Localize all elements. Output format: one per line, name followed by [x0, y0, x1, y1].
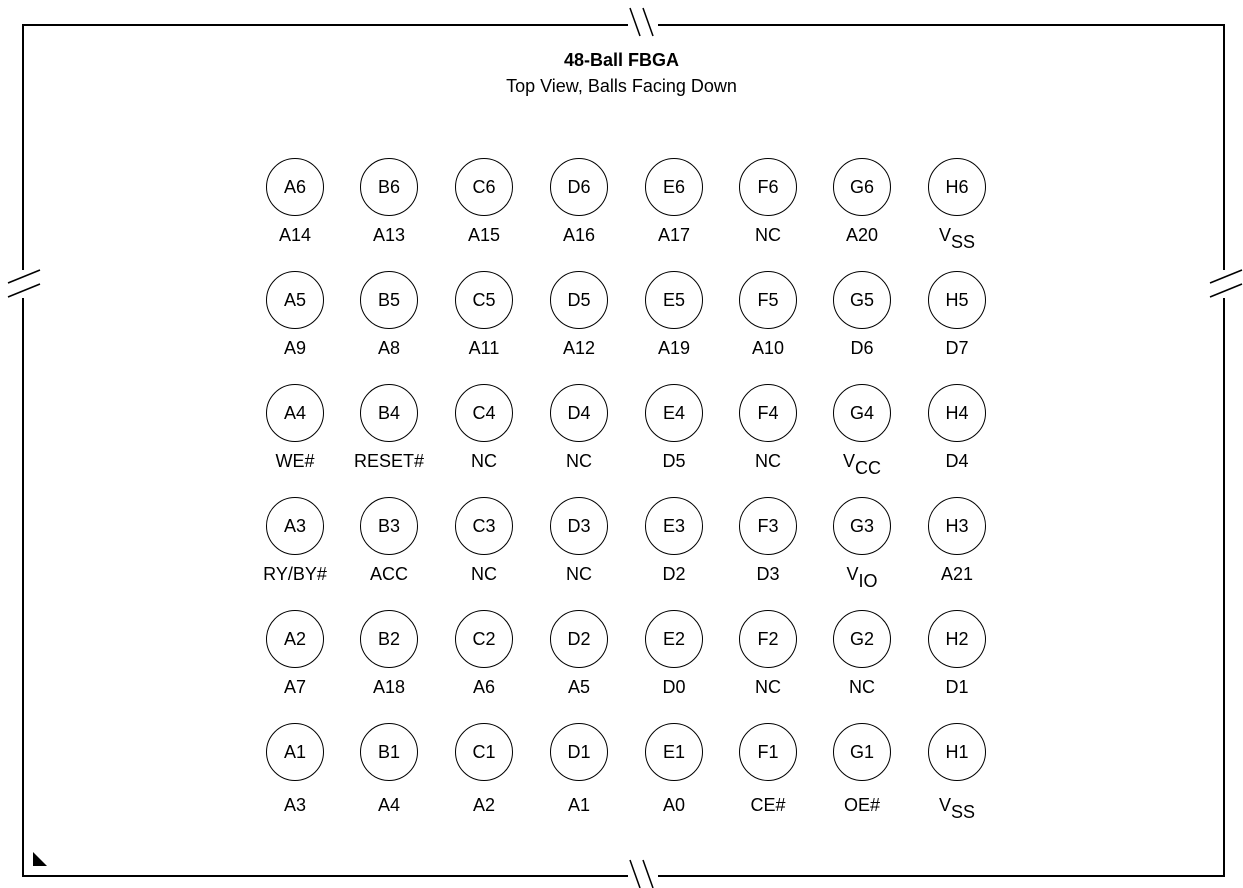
signal-name: A7 — [283, 677, 307, 697]
signal-label — [334, 677, 444, 697]
signal-name: A14 — [278, 225, 312, 245]
signal-label — [429, 795, 539, 815]
ball-3-5: D1 — [550, 723, 608, 781]
ball-2-4: C2 — [455, 610, 513, 668]
ball-2-0: C6 — [455, 158, 513, 216]
signal-label — [807, 451, 917, 478]
signal-label — [902, 677, 1012, 697]
signal-label — [429, 225, 539, 245]
signal-subscript: SS — [951, 232, 976, 252]
ball-1-1: B5 — [360, 271, 418, 329]
signal-name: NC — [471, 564, 497, 584]
signal-label — [334, 564, 444, 584]
signal-name: NC — [755, 677, 781, 697]
signal-name: CE# — [750, 795, 786, 815]
ball-2-3: C3 — [455, 497, 513, 555]
signal-label — [429, 564, 539, 584]
ball-7-0: H6 — [928, 158, 986, 216]
ball-4-3: E3 — [645, 497, 703, 555]
signal-name: A4 — [377, 795, 401, 815]
signal-name: A10 — [751, 338, 785, 358]
signal-name: D1 — [945, 677, 969, 697]
signal-subscript: SS — [951, 802, 976, 822]
ball-0-0: A6 — [266, 158, 324, 216]
signal-label — [902, 795, 1012, 822]
signal-label — [902, 338, 1012, 358]
ball-5-3: F3 — [739, 497, 797, 555]
signal-name: D3 — [756, 564, 780, 584]
signal-name: ACC — [369, 564, 408, 584]
ball-0-5: A1 — [266, 723, 324, 781]
signal-label — [429, 677, 539, 697]
signal-name: A11 — [468, 338, 500, 358]
signal-name: A12 — [562, 338, 596, 358]
ball-6-4: G2 — [833, 610, 891, 668]
ball-0-2: A4 — [266, 384, 324, 442]
signal-label — [334, 225, 444, 245]
pin1-marker — [33, 852, 47, 866]
signal-name: A18 — [372, 677, 406, 697]
ball-4-0: E6 — [645, 158, 703, 216]
signal-name: D4 — [945, 451, 969, 471]
signal-name: A3 — [283, 795, 307, 815]
signal-name: D6 — [850, 338, 874, 358]
signal-name: A1 — [567, 795, 591, 815]
signal-subscript: IO — [858, 571, 878, 591]
ball-1-5: B1 — [360, 723, 418, 781]
ball-5-4: F2 — [739, 610, 797, 668]
ball-5-0: F6 — [739, 158, 797, 216]
ball-3-2: D4 — [550, 384, 608, 442]
signal-name: A20 — [845, 225, 879, 245]
ball-6-3: G3 — [833, 497, 891, 555]
signal-subscript: CC — [855, 458, 881, 478]
signal-name: NC — [849, 677, 875, 697]
ball-7-5: H1 — [928, 723, 986, 781]
signal-name: A16 — [562, 225, 596, 245]
signal-name: A5 — [567, 677, 591, 697]
signal-label — [334, 338, 444, 358]
signal-name: A9 — [283, 338, 307, 358]
signal-label — [807, 677, 917, 697]
ball-6-5: G1 — [833, 723, 891, 781]
ball-3-3: D3 — [550, 497, 608, 555]
signal-name: D5 — [662, 451, 686, 471]
signal-label — [524, 225, 634, 245]
diagram-title: 48-Ball FBGA — [563, 50, 680, 70]
signal-label — [902, 225, 1012, 252]
ball-4-5: E1 — [645, 723, 703, 781]
ball-7-4: H2 — [928, 610, 986, 668]
ball-0-4: A2 — [266, 610, 324, 668]
signal-name: V — [842, 451, 855, 471]
signal-name: A17 — [657, 225, 691, 245]
signal-label — [524, 564, 634, 584]
diagram-subtitle: Top View, Balls Facing Down — [506, 76, 737, 96]
ball-1-0: B6 — [360, 158, 418, 216]
ball-4-1: E5 — [645, 271, 703, 329]
ball-3-1: D5 — [550, 271, 608, 329]
signal-name: A19 — [657, 338, 691, 358]
signal-name: NC — [566, 564, 592, 584]
ball-1-3: B3 — [360, 497, 418, 555]
signal-name: A21 — [940, 564, 974, 584]
signal-name: RY/BY# — [263, 564, 327, 584]
ball-5-5: F1 — [739, 723, 797, 781]
signal-name: NC — [755, 225, 781, 245]
ball-5-1: F5 — [739, 271, 797, 329]
signal-label — [524, 677, 634, 697]
signal-label — [334, 795, 444, 815]
signal-name: V — [846, 564, 859, 584]
signal-label — [334, 451, 444, 471]
signal-name: V — [938, 795, 951, 815]
signal-name: NC — [755, 451, 781, 471]
signal-name: D7 — [945, 338, 969, 358]
signal-name: D2 — [662, 564, 686, 584]
ball-2-2: C4 — [455, 384, 513, 442]
signal-name: D0 — [662, 677, 686, 697]
ball-7-1: H5 — [928, 271, 986, 329]
signal-name: A0 — [662, 795, 686, 815]
signal-name: NC — [566, 451, 592, 471]
ball-3-0: D6 — [550, 158, 608, 216]
signal-label — [429, 338, 539, 358]
ball-2-5: C1 — [455, 723, 513, 781]
signal-name: A15 — [467, 225, 501, 245]
ball-3-4: D2 — [550, 610, 608, 668]
ball-6-2: G4 — [833, 384, 891, 442]
ball-5-2: F4 — [739, 384, 797, 442]
ball-6-1: G5 — [833, 271, 891, 329]
signal-label — [429, 451, 539, 471]
ball-4-4: E2 — [645, 610, 703, 668]
signal-label — [524, 795, 634, 815]
ball-0-3: A3 — [266, 497, 324, 555]
signal-label — [807, 795, 917, 815]
signal-name: NC — [471, 451, 497, 471]
signal-label — [524, 338, 634, 358]
ball-0-1: A5 — [266, 271, 324, 329]
signal-name: A8 — [377, 338, 401, 358]
signal-name: A2 — [472, 795, 496, 815]
signal-name: V — [938, 225, 951, 245]
ball-7-2: H4 — [928, 384, 986, 442]
signal-name: A6 — [472, 677, 496, 697]
ball-1-2: B4 — [360, 384, 418, 442]
ball-4-2: E4 — [645, 384, 703, 442]
signal-label — [902, 451, 1012, 471]
signal-label — [807, 225, 917, 245]
signal-label — [807, 564, 917, 591]
signal-label — [902, 564, 1012, 584]
signal-name: WE# — [275, 451, 315, 471]
ball-2-1: C5 — [455, 271, 513, 329]
signal-name: OE# — [843, 795, 881, 815]
ball-1-4: B2 — [360, 610, 418, 668]
signal-label — [807, 338, 917, 358]
signal-label — [524, 451, 634, 471]
signal-name: A13 — [372, 225, 406, 245]
ball-6-0: G6 — [833, 158, 891, 216]
signal-name: RESET# — [353, 451, 425, 471]
ball-7-3: H3 — [928, 497, 986, 555]
